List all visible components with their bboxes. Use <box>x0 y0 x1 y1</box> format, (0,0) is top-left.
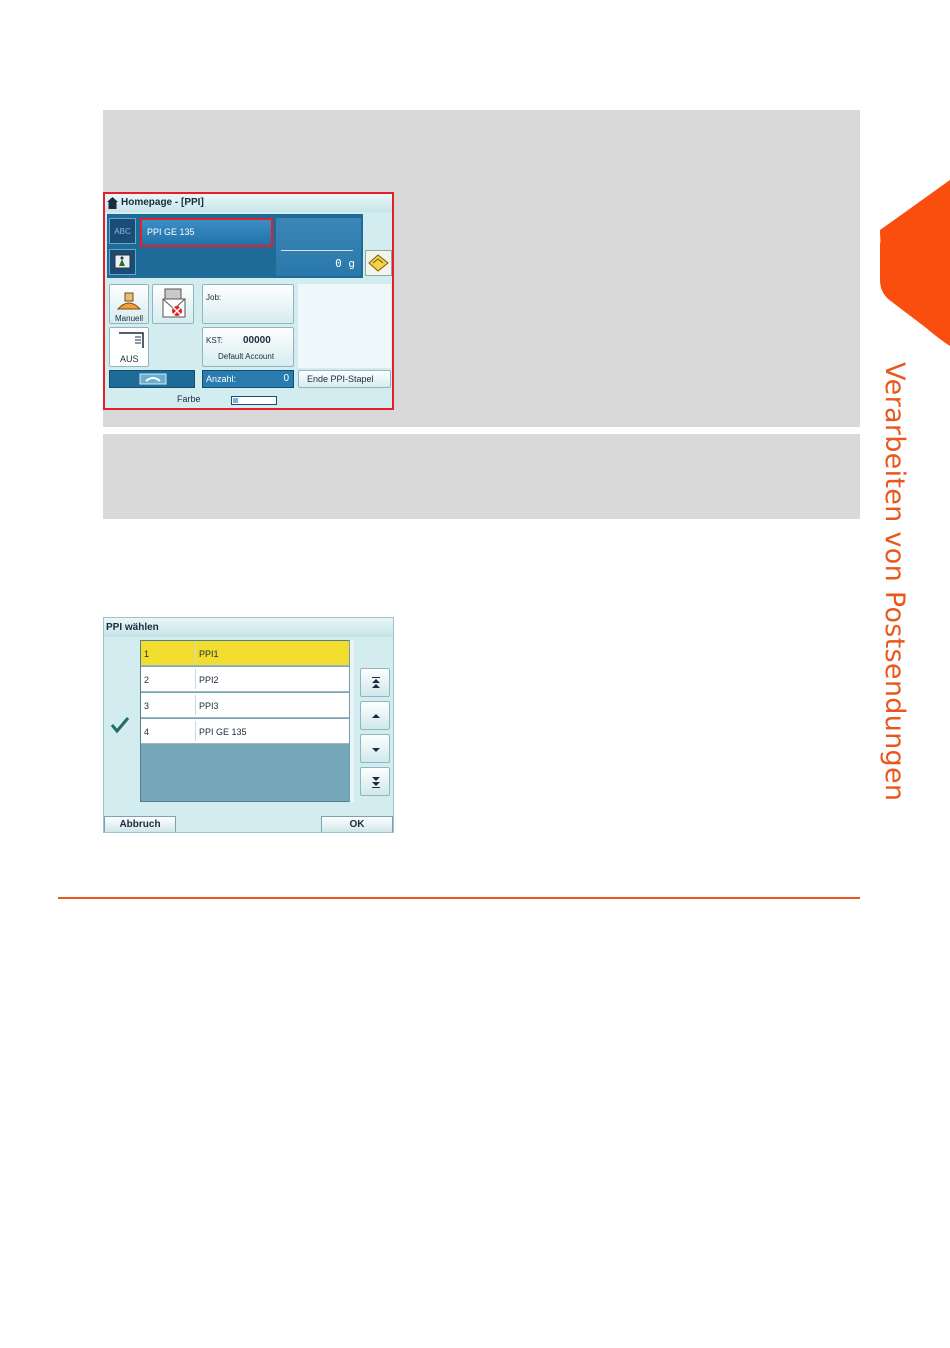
aus-button[interactable] <box>109 327 149 367</box>
ink-level-bar <box>231 396 277 405</box>
weight-separator <box>281 250 353 251</box>
cancel-button[interactable]: Abbruch <box>104 816 176 833</box>
weight-display <box>276 218 361 276</box>
anzahl-display <box>202 370 294 388</box>
farbe-label: Farbe <box>177 394 201 404</box>
job-label: Job: <box>206 293 222 302</box>
ende-ppi-stapel-label: Ende PPI-Stapel <box>307 374 374 384</box>
column-divider <box>195 721 196 741</box>
manuell-button[interactable] <box>109 284 149 324</box>
kst-label: KST: <box>206 336 223 345</box>
ppi-select-screen <box>103 617 394 833</box>
list-item[interactable] <box>141 667 349 692</box>
column-divider <box>195 669 196 689</box>
homepage-screen <box>103 192 394 410</box>
kst-button[interactable] <box>202 327 294 367</box>
row-number: 1 <box>144 649 150 659</box>
row-name: PPI1 <box>199 649 219 659</box>
ppi-field[interactable]: PPI GE 135 <box>140 218 273 247</box>
chapter-title: Verarbeiten von Postsendungen <box>879 362 910 802</box>
page-down-button[interactable] <box>360 767 390 796</box>
anzahl-value: 0 <box>283 373 289 384</box>
list-item[interactable] <box>141 641 349 666</box>
screen-title: PPI wählen <box>104 618 393 637</box>
column-divider <box>195 643 196 663</box>
abc-icon[interactable]: ABC <box>109 218 136 244</box>
chapter-tab <box>880 180 950 346</box>
anzahl-label: Anzahl: <box>206 374 237 384</box>
double-down-icon <box>370 776 382 788</box>
page-up-button[interactable] <box>360 668 390 697</box>
line-down-button[interactable] <box>360 734 390 763</box>
document-icon <box>115 330 145 350</box>
aus-label: AUS <box>120 354 139 364</box>
picture-icon[interactable] <box>109 249 136 275</box>
kst-value: 00000 <box>243 335 271 346</box>
step-panel-2 <box>103 434 860 519</box>
column-divider <box>195 695 196 715</box>
up-icon <box>370 710 382 722</box>
screen-title: Homepage - [PPI] <box>121 197 204 208</box>
list-item[interactable] <box>141 719 349 744</box>
list-item[interactable] <box>141 693 349 718</box>
row-number: 4 <box>144 727 150 737</box>
down-icon <box>370 743 382 755</box>
row-name: PPI2 <box>199 675 219 685</box>
checkmark-icon <box>110 715 130 735</box>
job-button[interactable] <box>202 284 294 324</box>
row-name: PPI GE 135 <box>199 727 247 737</box>
ok-button[interactable]: OK <box>321 816 393 833</box>
list-scrollbar[interactable] <box>349 640 354 802</box>
ende-ppi-stapel-button[interactable] <box>298 370 391 388</box>
weight-value: 0 g <box>335 257 355 270</box>
ppi-list <box>140 640 351 802</box>
phone-icon <box>138 372 168 386</box>
envelope-button[interactable] <box>152 284 194 324</box>
account-name: Default Account <box>218 352 275 361</box>
double-up-icon <box>370 677 382 689</box>
row-number: 2 <box>144 675 150 685</box>
phone-button[interactable] <box>109 370 195 388</box>
manuell-label: Manuell <box>115 314 144 323</box>
footer-divider <box>58 897 860 899</box>
scale-hand-icon <box>110 287 148 313</box>
stamp-icon[interactable] <box>365 250 392 276</box>
envelope-no-print-icon <box>153 285 193 323</box>
right-empty-panel <box>298 284 391 368</box>
row-name: PPI3 <box>199 701 219 711</box>
home-icon <box>107 197 118 209</box>
line-up-button[interactable] <box>360 701 390 730</box>
row-number: 3 <box>144 701 150 711</box>
screen-title-bar <box>105 194 392 212</box>
